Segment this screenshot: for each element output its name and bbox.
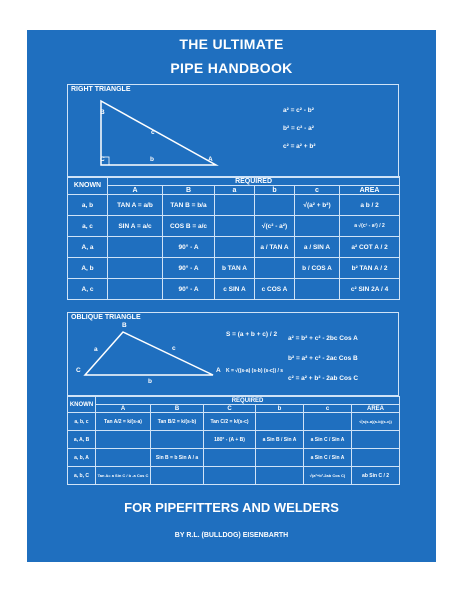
right-triangle-table	[67, 176, 400, 300]
pythagoras-1: a² = c² - b²	[283, 107, 314, 114]
table-row	[68, 195, 400, 216]
cell	[96, 431, 151, 449]
subtitle: FOR PIPEFITTERS AND WELDERS	[124, 500, 339, 515]
cell	[304, 413, 352, 431]
pythagoras-3: c² = a² + b²	[283, 143, 316, 150]
pythagoras-2: b² = c² - a²	[283, 125, 314, 132]
oblique-side-a: a	[94, 346, 98, 353]
vertex-c: C	[100, 156, 105, 163]
cell	[204, 449, 256, 467]
cell: c COS A	[255, 279, 295, 300]
law-of-cosines-2: b² = a² + c² - 2ac Cos B	[288, 355, 358, 362]
col-side-a: a	[215, 186, 255, 195]
cell: c² SIN 2A / 4	[340, 279, 400, 300]
col2-angle-c: C	[204, 405, 256, 413]
cell	[151, 431, 204, 449]
cell: √(a² + b²)	[295, 195, 340, 216]
k-formula: K = √((s-a) (s-b) (s-c)) / s	[226, 368, 284, 374]
cell: a √(c² - a²) / 2	[340, 216, 400, 237]
known-header-2: KNOWN	[68, 397, 96, 413]
cell: a, b	[68, 195, 108, 216]
cell	[295, 279, 340, 300]
col2-side-c: c	[304, 405, 352, 413]
table-row	[68, 449, 400, 467]
cell: TAN A = a/b	[108, 195, 163, 216]
cell	[255, 258, 295, 279]
cell: ab Sin C / 2	[352, 467, 400, 485]
cell: COS B = a/c	[163, 216, 215, 237]
author: BY R.L. (BULLDOG) EISENBARTH	[174, 532, 289, 539]
cell	[215, 195, 255, 216]
cell: TAN B = b/a	[163, 195, 215, 216]
cell: SIN A = a/c	[108, 216, 163, 237]
oblique-vertex-b: B	[122, 322, 127, 329]
col2-area: AREA	[352, 405, 400, 413]
cell: Sin B = b Sin A / a	[151, 449, 204, 467]
right-triangle-diagram	[68, 85, 398, 177]
law-of-cosines-1: a² = b² + c² - 2bc Cos A	[288, 335, 358, 342]
semi-perimeter-formula: S = (a + b + c) / 2	[226, 331, 278, 338]
cell: a / TAN A	[255, 237, 295, 258]
table-row	[68, 413, 400, 431]
cell: a Sin C / Sin A	[304, 449, 352, 467]
cell	[204, 467, 256, 485]
right-triangle-label: RIGHT TRIANGLE	[71, 86, 131, 93]
oblique-triangle-table	[67, 396, 400, 485]
col-angle-a: A	[108, 186, 163, 195]
cell	[352, 431, 400, 449]
cell	[256, 467, 304, 485]
cell	[256, 413, 304, 431]
cell	[295, 216, 340, 237]
cell: Tan A= a Sin C / b -a Cos C	[96, 467, 151, 485]
cell: Tan C/2 = k/(s-c)	[204, 413, 256, 431]
cell: √(c² - a²)	[255, 216, 295, 237]
cell	[256, 449, 304, 467]
cell: 90° - A	[163, 237, 215, 258]
table-row	[68, 237, 400, 258]
known-header: KNOWN	[68, 177, 108, 195]
cell	[255, 195, 295, 216]
side-c-label: c	[151, 129, 155, 136]
cell: a Sin B / Sin A	[256, 431, 304, 449]
cell: Tan B/2 = k/(s-b)	[151, 413, 204, 431]
col-area: AREA	[340, 186, 400, 195]
cell: a, A, B	[68, 431, 96, 449]
table-row	[68, 216, 400, 237]
col-angle-b: B	[163, 186, 215, 195]
oblique-triangle-diagram	[68, 313, 398, 395]
law-of-cosines-3: c² = a² + b² - 2ab Cos C	[288, 375, 359, 382]
cell	[215, 237, 255, 258]
table-row	[68, 279, 400, 300]
cell: 90° - A	[163, 258, 215, 279]
cell	[151, 467, 204, 485]
cell	[108, 258, 163, 279]
cell: a Sin C / Sin A	[304, 431, 352, 449]
cell: a, b, A	[68, 449, 96, 467]
cell: √(s(s-a)(s-b)(s-c))	[352, 413, 400, 431]
oblique-triangle-panel	[67, 312, 399, 396]
cell	[108, 279, 163, 300]
col2-side-b: b	[256, 405, 304, 413]
table-row	[68, 258, 400, 279]
cell	[108, 237, 163, 258]
cell: 180° - (A + B)	[204, 431, 256, 449]
col-side-c: c	[295, 186, 340, 195]
cell: a, b, C	[68, 467, 96, 485]
vertex-a: A	[208, 156, 213, 163]
right-triangle-panel	[67, 84, 399, 178]
vertex-b: B	[100, 109, 105, 116]
cell	[215, 216, 255, 237]
cell	[96, 449, 151, 467]
cell: Tan A/2 = k/(s-a)	[96, 413, 151, 431]
cell: A, b	[68, 258, 108, 279]
cell: a b / 2	[340, 195, 400, 216]
cell: A, c	[68, 279, 108, 300]
cell: a, c	[68, 216, 108, 237]
cell	[352, 449, 400, 467]
table-row	[68, 467, 400, 485]
cell: A, a	[68, 237, 108, 258]
oblique-triangle-label: OBLIQUE TRIANGLE	[71, 314, 141, 321]
cell: b TAN A	[215, 258, 255, 279]
title-line-2: PIPE HANDBOOK	[170, 60, 293, 76]
cell: b / COS A	[295, 258, 340, 279]
side-b-label: b	[150, 156, 154, 163]
cell: a, b, c	[68, 413, 96, 431]
cell: 90° - A	[163, 279, 215, 300]
cell: a / SIN A	[295, 237, 340, 258]
oblique-side-c: c	[172, 345, 176, 352]
cell: a² COT A / 2	[340, 237, 400, 258]
book-cover	[27, 30, 436, 562]
oblique-vertex-c: C	[76, 367, 81, 374]
table-row	[68, 431, 400, 449]
cell: b² TAN A / 2	[340, 258, 400, 279]
cell: √(a²+b²-2ab Cos C)	[304, 467, 352, 485]
required-header-2: REQUIRED	[96, 397, 400, 405]
col2-angle-a: A	[96, 405, 151, 413]
col2-angle-b: B	[151, 405, 204, 413]
oblique-side-b: b	[148, 378, 152, 385]
cell: c SIN A	[215, 279, 255, 300]
required-header: REQUIRED	[108, 177, 400, 186]
col-side-b: b	[255, 186, 295, 195]
title-line-1: THE ULTIMATE	[179, 36, 284, 52]
oblique-vertex-a: A	[216, 367, 221, 374]
